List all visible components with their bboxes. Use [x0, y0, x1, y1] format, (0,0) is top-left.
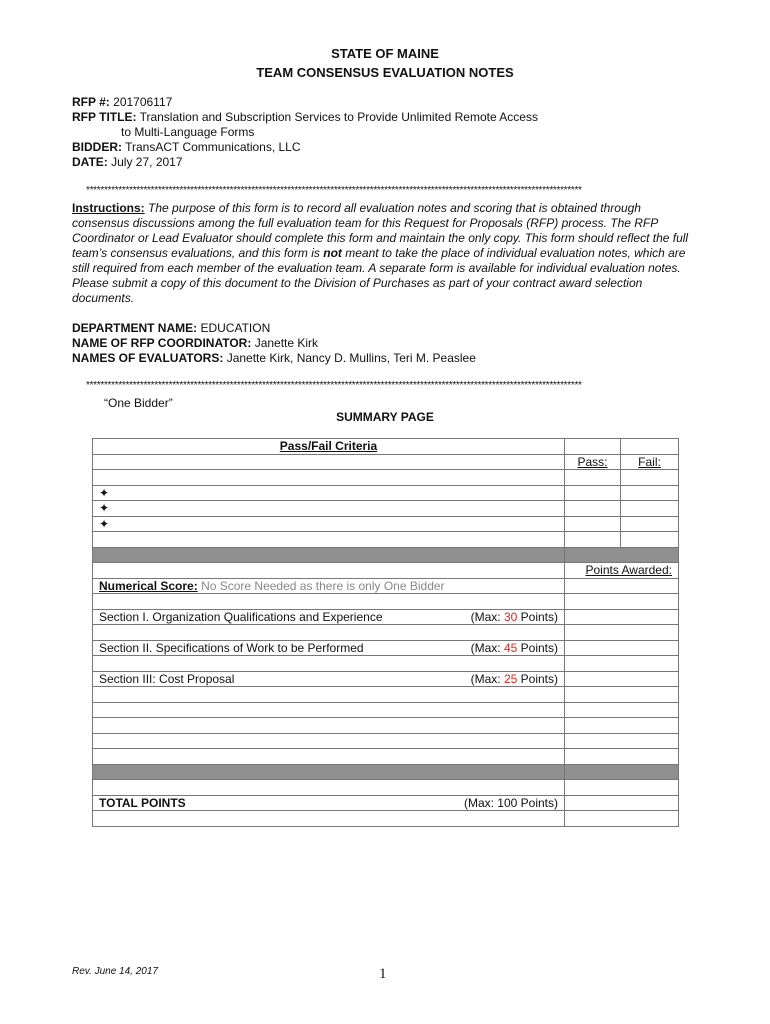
bullet-icon: ✦: [99, 516, 110, 531]
bidder-name: TransACT Communications, LLC: [125, 140, 301, 154]
section-row-1: [93, 609, 565, 625]
department-name: EDUCATION: [200, 321, 271, 335]
numerical-score-label: Numerical Score:: [99, 578, 198, 593]
points-awarded-label: Points Awarded:: [585, 563, 672, 578]
pass-header-cell: [565, 454, 621, 470]
total-points-label: TOTAL POINTS: [99, 795, 186, 810]
pass-cell-1[interactable]: [565, 485, 621, 501]
header-state: STATE OF MAINE: [331, 46, 439, 61]
section-score-1[interactable]: [565, 609, 679, 625]
passfail-header: Pass/Fail Criteria: [279, 439, 378, 454]
coordinator-line: [72, 336, 318, 350]
revision-date: Rev. June 14, 2017: [72, 966, 158, 977]
section-row-3: [93, 671, 565, 687]
criteria-row-1: [93, 485, 565, 501]
instructions-text-1: The purpose of this form is to record all evaluation notes and scoring that is obtained through consensus discussions among the full evaluation team for this Request for Proposals (RFP) process. The RFP Coordinator or Lead Evaluator should complete this form and maintain the only copy. This form should reflect the full team’s consensus evaluations, and this form is: [72, 201, 689, 260]
page-number: 1: [379, 966, 387, 982]
fail-cell-2[interactable]: [621, 501, 679, 517]
department-line: [72, 321, 270, 335]
evaluators-label: NAMES OF EVALUATORS:: [72, 351, 224, 365]
rfp-title-label: RFP TITLE:: [72, 110, 137, 124]
bullet-icon: ✦: [99, 501, 110, 516]
summary-table: [92, 438, 679, 827]
gray-divider-row: [93, 547, 679, 563]
rfp-number-label: RFP #:: [72, 95, 110, 109]
bullet-icon: ✦: [99, 485, 110, 500]
section-max-value: 45: [503, 640, 518, 655]
gray-divider-row: [93, 764, 679, 780]
fail-label: Fail:: [638, 454, 661, 469]
passfail-header-cell: [93, 439, 565, 455]
bidder-label: BIDDER:: [72, 140, 122, 154]
evaluators-names: Janette Kirk, Nancy D. Mullins, Teri M. Peaslee: [226, 351, 476, 365]
section-name: Section III: Cost Proposal: [99, 671, 235, 686]
separator-top: ******************************************************************************************************************************************: [86, 185, 582, 196]
summary-title: SUMMARY PAGE: [336, 410, 434, 424]
section-score-2[interactable]: [565, 640, 679, 656]
fail-header-cell: [621, 454, 679, 470]
section-score-3[interactable]: [565, 671, 679, 687]
fail-cell-1[interactable]: [621, 485, 679, 501]
fail-cell-3[interactable]: [621, 516, 679, 532]
instructions-text-2: meant to take the place of individual evaluation notes, which are still required from each member of the evaluation team. A separate form is available for individual evaluation notes. Please submit a copy of this document to the Division of Purchases as part of your contract award selection documents.: [72, 246, 686, 305]
date-label: DATE:: [72, 155, 108, 169]
section-max: (Max: 45 Points): [470, 640, 558, 655]
section-max: (Max: 25 Points): [470, 671, 558, 686]
evaluators-line: [72, 351, 476, 365]
header-doc-title: TEAM CONSENSUS EVALUATION NOTES: [256, 65, 514, 80]
date-line: [72, 155, 183, 169]
numerical-score-cell: [93, 578, 565, 594]
separator-bottom: ******************************************************************************************************************************************: [86, 380, 582, 391]
numerical-score-note: No Score Needed as there is only One Bidder: [201, 578, 445, 593]
section-max-value: 25: [503, 671, 518, 686]
section-name: Section II. Specifications of Work to be Performed: [99, 640, 364, 655]
total-points-score[interactable]: [565, 795, 679, 811]
rfp-title: Translation and Subscription Services to Provide Unlimited Remote Access: [139, 110, 538, 124]
criteria-row-2: [93, 501, 565, 517]
section-row-2: [93, 640, 565, 656]
section-max: (Max: 30 Points): [470, 609, 558, 624]
section-max-value: 30: [503, 609, 518, 624]
rfp-title-line: [72, 110, 538, 124]
coordinator-label: NAME OF RFP COORDINATOR:: [72, 336, 252, 350]
points-awarded-header: [565, 563, 679, 579]
section-name: Section I. Organization Qualifications and Experience: [99, 609, 383, 624]
pass-label: Pass:: [577, 454, 608, 469]
rfp-number-line: [72, 95, 172, 109]
rfp-number: 201706117: [113, 95, 173, 109]
total-points-max: (Max: 100 Points): [463, 795, 558, 810]
pass-cell-2[interactable]: [565, 501, 621, 517]
total-points-row: [93, 795, 565, 811]
instructions-paragraph: [72, 201, 692, 306]
pass-cell-3[interactable]: [565, 516, 621, 532]
one-bidder-note: “One Bidder”: [104, 396, 173, 410]
coordinator-name: Janette Kirk: [254, 336, 319, 350]
instructions-emphasis: not: [323, 246, 342, 260]
date-value: July 27, 2017: [111, 155, 183, 169]
bidder-line: [72, 140, 301, 154]
instructions-label: Instructions:: [72, 201, 145, 215]
department-label: DEPARTMENT NAME:: [72, 321, 198, 335]
rfp-title-continued: to Multi-Language Forms: [121, 125, 255, 139]
criteria-row-3: [93, 516, 565, 532]
